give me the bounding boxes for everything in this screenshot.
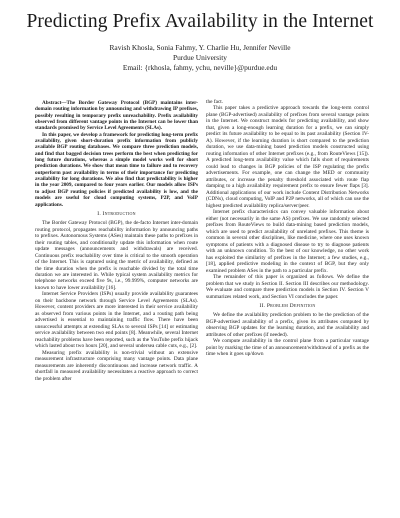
author-affiliation: Purdue University [173, 52, 227, 62]
abstract-paragraph-2: In this paper, we develop a framework for predicting long-term prefix availability, given short-duration prefix information from publicly available BGP routing databases. We compare three prediction models, and find that bagged decision trees perform the best when predicting for long future durations, whereas a simple model works well for short prediction durations. We show that mean time to failure and to recovery outperform past availability in terms of their importance for predicting availability for long durations. We also find that predictability is higher in the year 2009, compared to four years earlier. Our models allow ISPs to adjust BGP routing policies if predicted availability is low, and the models are useful for cloud computing systems, P2P, and VoIP applications. [35, 131, 198, 208]
intro-paragraph-4: This paper takes a predictive approach towards the long-term control plane (BGP-advertised) availability of prefixes from several vantage points in the Internet. We construct models for predicting availability, and show that, given a long-enough learning duration for a prefix, we can simply predict its future availability to be equal to its past availability (Section IV-A). However, if the learning duration is short compared to the prediction duration, we use data-mining based prediction models constructed using routing information of other Internet prefixes (e.g., from RouteViews [15]). A predicted long-term availability value which falls short of requirements could lead to changes in BGP policies of the ISP regulating the prefix advertisements. For example, one can change the MED or community attributes, or increase the penalty threshold associated with route flap damping to a high availability requirement prefix to ensure fewer flaps [3]. Additional applications of our work include Content Distribution Networks (CDNs), cloud computing, VoIP and P2P networks, all of which can use the highest predicted availability replica/server/peer. [206, 105, 369, 209]
problem-paragraph-1: We define the availability prediction problem to be the prediction of the BGP-advertised availability of a prefix, given its attributes computed by observing BGP updates for the learning duration, and the availability and attributes of other prefixes (if needed). [206, 312, 369, 338]
author-email: Email: {rkhosla, fahmy, ychu, neville}@purdue.edu [122, 62, 278, 72]
section-heading-problem-definition: II. Problem Definition [259, 303, 316, 310]
intro-continuation: the fact. [206, 99, 224, 105]
intro-paragraph-1: The Border Gateway Protocol (BGP), the de-facto Internet inter-domain routing protocol, propagates reachability information by announcing paths to prefixes. Autonomous Systems (ASes) maintain these paths to prefixes in their routing tables, and conditionally update this information when route update messages (announcements and withdrawals) are received. Continuous prefix reachability over time is critical to the smooth operation of the Internet. This is captured using the metric of availability, defined as the time duration when the prefix is reachable divided by the total time duration we are interested in. While typical system availability metrics for telephone networks exceed five 9s, i.e., 99.999%, computer networks are known to have lower availability [16]. [35, 220, 198, 291]
left-column [35, 100, 198, 382]
intro-paragraph-2: Internet Service Providers (ISPs) usually provide availability guarantees on their backbone network through Service Level Agreements (SLAs). However, content providers are more interested in their service availability as observed from various points in the Internet, and a routing path being advertised is essential to maintaining traffic flow. There have been unsuccessful attempts at extending SLAs to several ISPs [14] or estimating service availability between two end points [8]. Meanwhile, several Internet reachability problems have been reported, such as the YouTube prefix hijack which lasted about two hours [20], and several undersea cable cuts, e.g., [2]. [35, 291, 198, 350]
intro-paragraph-6: The remainder of this paper is organized as follows. We define the problem that we study in Section II. Section III describes our methodology. We evaluate and compare three prediction models in Section IV. Section V summarizes related work, and Section VI concludes the paper. [206, 274, 369, 300]
intro-paragraph-5: Internet prefix characteristics can convey valuable information about either (not necessarily in the same AS) prefixes. We use randomly selected prefixes from RouteViews to build data-mining based prediction models, which are used to predict availability of unrelated prefixes. This theme is common in several other disciplines, like medicine, where one uses known symptoms of patients with a diagnosed disease to try to diagnose patients with an unknown condition. To the best of our knowledge, no other work has exploited the similarity of prefixes in the Internet; a few studies, e.g., [18], applied predictive modeling in the context of BGP, but they only examined problem ASes in the path to a particular prefix. [206, 209, 369, 274]
abstract-paragraph-1: Abstract—The Border Gateway Protocol (BGP) maintains inter-domain routing information by announcing and withdrawing IP prefixes, possibly resulting in temporary prefix unreachability. Prefix availability observed from different vantage points in the Internet can be lower than standards promised by Service Level Agreements (SLAs). [35, 100, 198, 132]
author-names: Ravish Khosla, Sonia Fahmy, Y. Charlie Hu, Jennifer Neville [109, 43, 291, 52]
abstract [35, 100, 198, 208]
paper-title: Predicting Prefix Availability in the Internet [26, 11, 374, 32]
problem-paragraph-2: We compute availability in the control plane from a particular vantage point by marking the time of an announcement/withdrawal of a prefix as the time when it goes up/down [206, 338, 369, 358]
right-column [206, 99, 369, 358]
author-block [0, 43, 400, 72]
section-heading-introduction: I. Introduction [97, 211, 136, 218]
intro-paragraph-3: Measuring prefix availability is non-trivial without an extensive measurement infrastructure comprising many vantage points. Data plane measurements are inherently discontinuous and increase network traffic. A shortfall in measured availability necessitates a reactive approach to correct the problem after [35, 349, 198, 382]
